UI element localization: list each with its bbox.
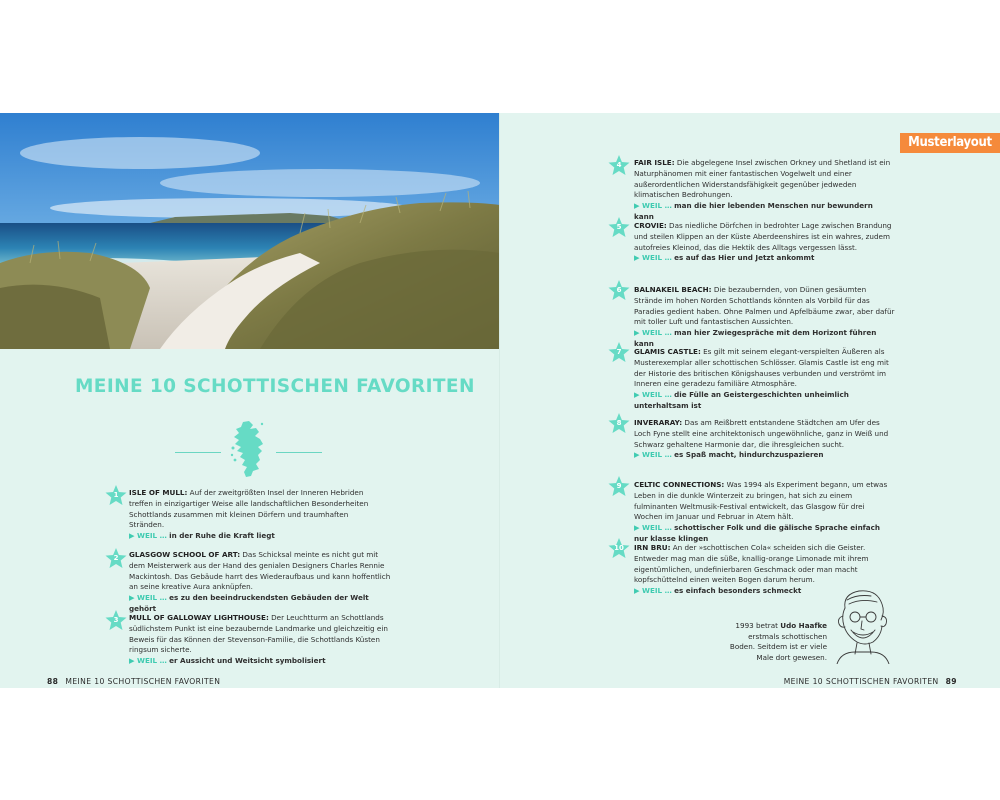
- number-star-badge: 7: [608, 342, 630, 364]
- entry-reason: man die hier lebenden Menschen nur bewundern kann: [634, 201, 873, 221]
- list-item: FAIR ISLE: Die abgelegene Insel zwischen Orkney und Shetland ist ein Naturphänomen mit einer fantastischen Vogelwelt und einer außerordentlichen Widerstandsfähigkeit gegenüber jedweden klimatischen Bedrohungen. ▶ WEIL … man die hier lebenden Menschen nur bewundern kann: [634, 158, 891, 221]
- number-star-badge: 9: [608, 476, 630, 498]
- list-item: GLASGOW SCHOOL OF ART: Das Schicksal meinte es nicht gut mit dem Meisterwerk aus der Hand des genialen Designers Charles Rennie Mackintosh. Das Gebäude harrt des Wiederaufbaus und kann hoffentlich an seine kreative Aura anknüpfen. ▶ WEIL … es zu den beeindruckendsten Gebäuden der Welt gehört: [129, 550, 391, 613]
- entry-reason: er Aussicht und Weitsicht symbolisiert: [169, 656, 326, 666]
- musterlayout-tag: Musterlayout: [900, 133, 1000, 153]
- entry-reason: man hier Zwiegespräche mit dem Horizont führen kann: [634, 328, 877, 348]
- number-star-badge: 3: [105, 610, 127, 632]
- entry-name: GLAMIS CASTLE:: [634, 347, 701, 356]
- running-head: MEINE 10 SCHOTTISCHEN FAVORITEN: [65, 677, 221, 686]
- entry-name: IRN BRU:: [634, 543, 671, 552]
- entry-name: BALNAKEIL BEACH:: [634, 285, 712, 294]
- entry-name: ISLE OF MULL:: [129, 488, 188, 497]
- page-title: MEINE 10 SCHOTTISCHEN FAVORITEN: [75, 376, 475, 397]
- entry-text: Es gilt mit seinem elegant-verspielten Äußeren als Musterexemplar aller schottischen Schlösser. Glamis Castle ist eng mit der Historie des britischen Königshauses verbunden und verströmt im Inneren eine geradezu familiäre Atmosphäre.: [634, 347, 889, 389]
- number-star-badge: 10: [608, 538, 630, 560]
- running-head: MEINE 10 SCHOTTISCHEN FAVORITEN: [783, 677, 939, 686]
- divider-left: [175, 452, 221, 453]
- number-star-badge: 8: [608, 413, 630, 435]
- list-item: BALNAKEIL BEACH: Die bezaubernden, von Dünen gesäumten Strände im hohen Norden Schottlands könnten als Vorbild für das Paradies gedient haben. Ohne Palmen und Apfelbäume zwar, aber dafür mit toller Luft und fantastischen Aussichten. ▶ WEIL … man hier Zwiegespräche mit dem Horizont führen kann: [634, 285, 895, 348]
- list-item: CELTIC CONNECTIONS: Was 1994 als Experiment begann, um etwas Leben in die dunkle Winterzeit zu bringen, hat sich zu einem fulminanten Weltmusik-Festival entwickelt, das Glasgow für drei Wochen im Januar und Februar in Atem hält. ▶ WEIL … schottischer Folk und die gälische Sprache einfach nur klasse klingen: [634, 480, 888, 543]
- author-name: Udo Haafke: [780, 621, 827, 630]
- number-star-badge: 5: [608, 217, 630, 239]
- list-item: MULL OF GALLOWAY LIGHTHOUSE: Der Leuchtturm an Schottlands südlichstem Punkt ist eine bezaubernde Landmarke und gleichzeitig ein Beweis für das Können der Stevenson-Familie, die Schottlands Küsten ringsum sicherte. ▶ WEIL … er Aussicht und Weitsicht symbolisiert: [129, 613, 388, 666]
- entry-name: MULL OF GALLOWAY LIGHTHOUSE:: [129, 613, 269, 622]
- author-caption: 1993 betrat Udo Haafke erstmals schottischen Boden. Seitdem ist er viele Male dort gewesen.: [729, 621, 827, 662]
- page-number: 89: [945, 677, 957, 686]
- divider-right: [276, 452, 322, 453]
- arrow-icon: ▶: [634, 450, 643, 460]
- number-star-badge: 2: [105, 548, 127, 570]
- arrow-icon: ▶: [129, 656, 138, 666]
- arrow-icon: ▶: [634, 201, 643, 211]
- entry-name: INVERARAY:: [634, 418, 683, 427]
- number-star-badge: 6: [608, 280, 630, 302]
- entry-name: CELTIC CONNECTIONS:: [634, 480, 725, 489]
- number-star-badge: 1: [105, 485, 127, 507]
- list-item: IRN BRU: An der »schottischen Cola« scheiden sich die Geister. Entweder mag man die süße, knallig-orange Limonade mit ihrem eigentümlichen, undefinierbaren Geschmack oder man macht kopfschüttelnd einen weiten Bogen darum herum. ▶ WEIL … es einfach besonders schmeckt: [634, 543, 869, 596]
- entry-text: Der Leuchtturm an Schottlands südlichstem Punkt ist eine bezaubernde Landmarke und gleichzeitig ein Beweis für das Können der Stevenson-Familie, die Schottlands Küsten ringsum sicherte.: [129, 613, 388, 655]
- entry-text: Das am Reißbrett entstandene Städtchen am Ufer des Loch Fyne stellt eine architektonisch ungewöhnliche, ganz in Weiß und Schwarz gehaltene Harmonie dar, die ihresgleichen sucht.: [634, 418, 889, 449]
- left-page: [0, 113, 500, 688]
- entry-text: Die bezaubernden, von Dünen gesäumten Strände im hohen Norden Schottlands könnten als Vorbild für das Paradies gedient haben. Ohne Palmen und Apfelbäume zwar, aber dafür mit toller Luft und fantastischen Aussichten.: [634, 285, 895, 327]
- page-footer-left: [40, 677, 220, 686]
- arrow-icon: ▶: [129, 531, 138, 541]
- entry-text: Was 1994 als Experiment begann, um etwas Leben in die dunkle Winterzeit zu bringen, hat sich zu einem fulminanten Weltmusik-Festival entwickelt, das Glasgow für drei Wochen im Januar und Februar in Atem hält.: [634, 480, 888, 522]
- entry-reason: es Spaß macht, hindurchzuspazieren: [674, 450, 824, 460]
- entry-text: Die abgelegene Insel zwischen Orkney und Shetland ist ein Naturphänomen mit einer fantastischen Vogelwelt und einer außerordentlichen Widerstandsfähigkeit gegenüber jedweden klimatischen Bedrohungen.: [634, 158, 891, 200]
- number-star-badge: 4: [608, 155, 630, 177]
- entry-name: FAIR ISLE:: [634, 158, 675, 167]
- entry-reason: es einfach besonders schmeckt: [674, 586, 802, 596]
- entry-name: CROVIE:: [634, 221, 667, 230]
- scotland-map-icon: [229, 420, 271, 480]
- entry-reason: die Fülle an Geistergeschichten unheimlich unterhaltsam ist: [634, 390, 849, 410]
- entry-name: GLASGOW SCHOOL OF ART:: [129, 550, 241, 559]
- arrow-icon: ▶: [634, 586, 643, 596]
- entry-reason: es zu den beeindruckendsten Gebäuden der Welt gehört: [129, 593, 369, 613]
- entry-text: Auf der zweitgrößten Insel der Inneren Hebriden treffen in einzigartiger Weise alle landschaftlichen Besonderheiten Schottlands zusammen mit kleinen Dörfern und traumhaften Stränden.: [129, 488, 369, 530]
- right-page: [500, 113, 1000, 688]
- beach-dune-photo: [0, 113, 500, 349]
- arrow-icon: ▶: [634, 390, 643, 400]
- entry-text: Das Schicksal meinte es nicht gut mit dem Meisterwerk aus der Hand des genialen Designers Charles Rennie Mackintosh. Das Gebäude harrt des Wiederaufbaus und kann hoffentlich an seine kreative Aura anknüpfen.: [129, 550, 391, 592]
- list-item: INVERARAY: Das am Reißbrett entstandene Städtchen am Ufer des Loch Fyne stellt eine architektonisch ungewöhnliche, ganz in Weiß und Schwarz gehaltene Harmonie dar, die ihresgleichen sucht. ▶ WEIL … es Spaß macht, hindurchzuspazieren: [634, 418, 889, 460]
- entry-reason: schottischer Folk und die gälische Sprache einfach nur klasse klingen: [634, 523, 881, 543]
- arrow-icon: ▶: [129, 593, 138, 603]
- arrow-icon: ▶: [634, 328, 643, 338]
- page-footer-right: [784, 677, 964, 686]
- list-item: ISLE OF MULL: Auf der zweitgrößten Insel der Inneren Hebriden treffen in einzigartiger Weise alle landschaftlichen Besonderheiten Schottlands zusammen mit kleinen Dörfern und traumhaften Stränden. ▶ WEIL … in der Ruhe die Kraft liegt: [129, 488, 369, 541]
- entry-reason: in der Ruhe die Kraft liegt: [169, 531, 275, 541]
- entry-text: Das niedliche Dörfchen in bedrohter Lage zwischen Brandung und steilen Klippen an der Küste Aberdeenshires ist ein wahres, zudem autofreies Kleinod, das die Hektik des Alltags vergessen lässt.: [634, 221, 892, 252]
- entry-reason: es auf das Hier und Jetzt ankommt: [674, 253, 815, 263]
- list-item: CROVIE: Das niedliche Dörfchen in bedrohter Lage zwischen Brandung und steilen Klippen an der Küste Aberdeenshires ist ein wahres, zudem autofreies Kleinod, das die Hektik des Alltags vergessen lässt. ▶ WEIL … es auf das Hier und Jetzt ankommt: [634, 221, 892, 263]
- entry-text: An der »schottischen Cola« scheiden sich die Geister. Entweder mag man die süße, knallig-orange Limonade mit ihrem eigentümlichen, undefinierbaren Geschmack oder man macht kopfschüttelnd einen weiten Bogen darum herum.: [634, 543, 869, 585]
- arrow-icon: ▶: [634, 253, 643, 263]
- list-item: GLAMIS CASTLE: Es gilt mit seinem elegant-verspielten Äußeren als Musterexemplar aller schottischen Schlösser. Glamis Castle ist eng mit der Historie des britischen Königshauses verbunden und verströmt im Inneren eine geradezu familiäre Atmosphäre. ▶ WEIL … die Fülle an Geistergeschichten unheimlich unterhaltsam ist: [634, 347, 889, 410]
- page-number: 88: [47, 677, 59, 686]
- author-portrait-sketch: [827, 586, 897, 664]
- arrow-icon: ▶: [634, 523, 643, 533]
